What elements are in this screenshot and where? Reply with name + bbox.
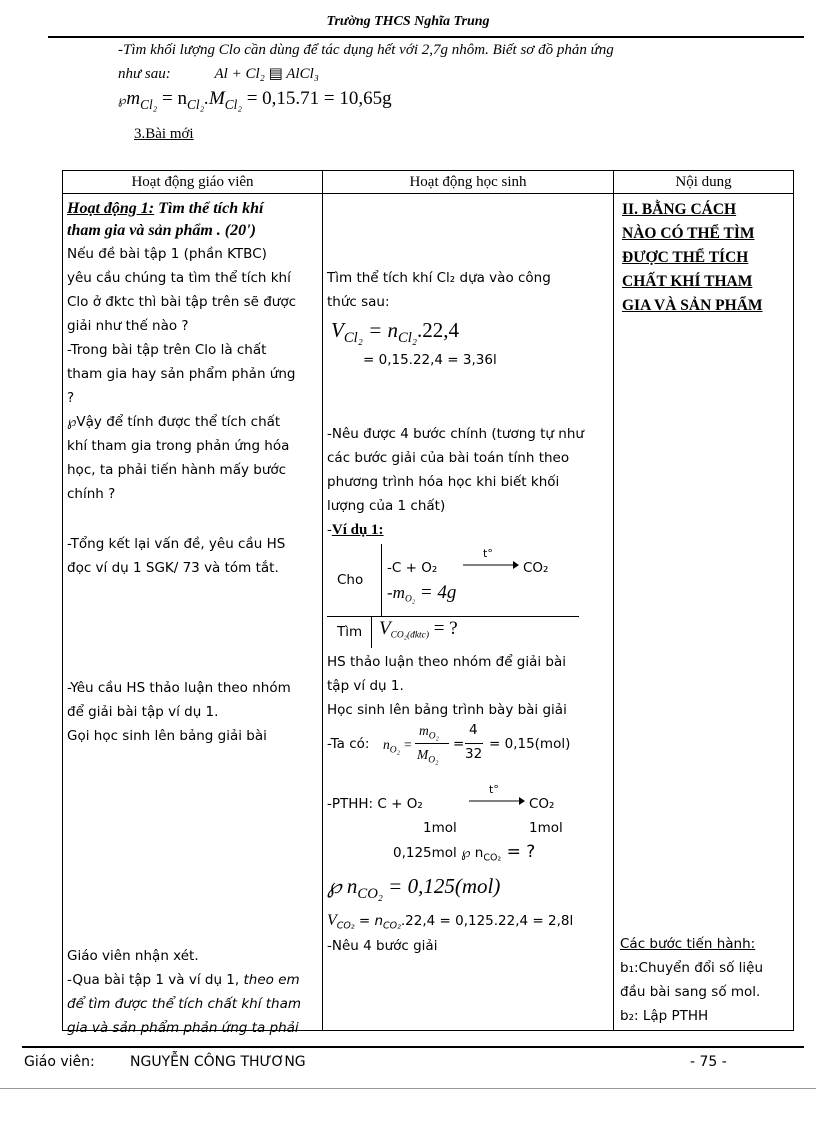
activity-title-1: Tìm thể tích khí bbox=[154, 200, 264, 217]
reaction-arrow bbox=[463, 560, 519, 570]
formula-part: = n bbox=[354, 913, 384, 929]
equals-sign: = bbox=[453, 736, 465, 752]
formula-part: M bbox=[417, 747, 429, 762]
teacher-text: khí tham gia trong phản ứng hóa bbox=[67, 438, 290, 454]
teacher-text: ? bbox=[67, 390, 75, 406]
formula-sub: CO₂ bbox=[336, 920, 355, 932]
teacher-remark: Giáo viên nhận xét. bbox=[67, 948, 199, 964]
student-text: tập ví dụ 1. bbox=[327, 678, 404, 694]
teacher-text: -Tổng kết lại vấn đề, yêu cầu HS bbox=[67, 536, 286, 552]
student-text: -Nêu 4 bước giải bbox=[327, 938, 438, 954]
taco-result: = 0,15(mol) bbox=[489, 736, 571, 752]
step-1-cont: đầu bài sang số mol. bbox=[620, 984, 761, 1000]
teacher-text: ℘Vậy để tính được thể tích chất bbox=[67, 414, 281, 430]
formula-sub: CO₂(đktc) bbox=[390, 630, 430, 641]
formula-sub: CO₂ bbox=[483, 852, 502, 864]
therefore-symbol: ℘ bbox=[118, 93, 127, 107]
teacher-text-part: -Qua bài tập 1 và ví dụ 1, bbox=[67, 972, 244, 988]
formula-part: V bbox=[327, 912, 337, 929]
pthh-product: CO₂ bbox=[529, 796, 555, 812]
formula-part: .M bbox=[204, 88, 225, 109]
teacher-text: học, ta phải tiến hành mấy bước bbox=[67, 462, 287, 478]
teacher-text bbox=[67, 970, 300, 991]
given-product: CO₂ bbox=[523, 560, 549, 576]
new-lesson-heading: 3.Bài mới bbox=[134, 126, 194, 142]
formula-part: = ? bbox=[501, 842, 536, 862]
header-teacher: Hoạt động giáo viên bbox=[63, 171, 323, 194]
student-formula-vcl2 bbox=[331, 316, 459, 352]
section-heading: ĐƯỢC THỂ TÍCH bbox=[622, 249, 749, 266]
intro-formula bbox=[118, 88, 392, 113]
footer-label: Giáo viên: bbox=[24, 1054, 95, 1070]
fraction-denominator-2: 32 bbox=[465, 746, 483, 762]
teacher-text-italic: để tìm được thể tích chất khí tham bbox=[67, 996, 302, 1012]
teacher-text: yêu cầu chúng ta tìm thể tích khí bbox=[67, 270, 291, 286]
steps-title: Các bước tiến hành: bbox=[620, 936, 756, 952]
formula-part: m bbox=[419, 723, 429, 738]
intro-line-2 bbox=[118, 64, 319, 83]
formula-sub: O₂ bbox=[404, 594, 416, 605]
formula-part: = n bbox=[157, 88, 188, 109]
formula-sub: Cl₂ bbox=[397, 330, 417, 347]
formula-m: m bbox=[126, 88, 141, 109]
formula-part: = n bbox=[362, 318, 398, 342]
teacher-name: NGUYỄN CÔNG THƯƠNG bbox=[130, 1054, 306, 1070]
result-n-co2 bbox=[327, 872, 500, 908]
teacher-text: Nếu đề bài tập 1 (phần KTBC) bbox=[67, 246, 267, 262]
activity-title bbox=[67, 198, 263, 220]
formula-sub: Cl₂ bbox=[224, 96, 242, 112]
teacher-text: để giải bài tập ví dụ 1. bbox=[67, 704, 219, 720]
formula-sub: CO₂ bbox=[383, 920, 401, 932]
teacher-text: tham gia hay sản phẩm phản ứng bbox=[67, 366, 296, 382]
activity-label: Hoạt động 1: bbox=[67, 200, 155, 217]
student-text: -Nêu được 4 bước chính (tương tự như bbox=[327, 426, 584, 442]
given-mass bbox=[387, 582, 456, 611]
student-text: Học sinh lên bảng trình bày bài giải bbox=[327, 702, 567, 718]
intro-label: như sau: bbox=[118, 66, 171, 82]
student-text: HS thảo luận theo nhóm để giải bài bbox=[327, 654, 567, 670]
header-rule bbox=[48, 36, 804, 38]
teacher-text: chính ? bbox=[67, 486, 116, 502]
school-header: Trường THCS Nghĩa Trung bbox=[326, 14, 490, 29]
formula-part: = 4g bbox=[415, 582, 457, 603]
teacher-text: giải như thế nào ? bbox=[67, 318, 189, 334]
teacher-text: đọc ví dụ 1 SGK/ 73 và tóm tắt. bbox=[67, 560, 279, 576]
given-separator bbox=[327, 616, 579, 617]
given-equation: -C + O₂ bbox=[387, 560, 438, 576]
formula-part: .22,4 bbox=[416, 318, 459, 342]
formula-part: = ? bbox=[429, 618, 458, 639]
student-text: phương trình hóa học khi biết khối bbox=[327, 474, 560, 490]
example-dash: - bbox=[327, 522, 332, 538]
formula-part: -m bbox=[387, 583, 405, 602]
formula-sub: O₂ bbox=[428, 755, 439, 766]
formula-part: 0,125mol ℘ n bbox=[393, 845, 484, 861]
example-heading bbox=[327, 520, 384, 541]
taco-label: -Ta có: bbox=[327, 736, 370, 752]
teacher-text: -Yêu cầu HS thảo luận theo nhóm bbox=[67, 680, 291, 696]
mol-0125 bbox=[393, 842, 535, 869]
lesson-table bbox=[62, 170, 794, 1036]
formula-part: n bbox=[383, 737, 390, 752]
intro-line-1: -Tìm khối lượng Clo cần dùng để tác dụng hết với 2,7g nhôm. Biết sơ đồ phản ứng bbox=[118, 42, 614, 58]
formula-sub: Cl₂ bbox=[343, 330, 363, 347]
formula-sub: Cl₂ bbox=[187, 96, 205, 112]
step-1: b₁:Chuyển đổi số liệu bbox=[620, 960, 764, 976]
section-heading: NÀO CÓ THỂ TÌM bbox=[622, 225, 755, 242]
taco-n: $n_{O_2}$ = bbox=[383, 737, 413, 756]
section-heading: GIA VÀ SẢN PHẨM bbox=[622, 297, 763, 314]
section-heading: II. BẰNG CÁCH bbox=[622, 201, 737, 218]
formula-sub: O₂ bbox=[428, 731, 439, 742]
find-expression bbox=[379, 618, 458, 647]
teacher-column bbox=[63, 194, 323, 1036]
given-divider bbox=[381, 544, 382, 616]
student-calc: = 0,15.22,4 = 3,36l bbox=[363, 352, 497, 368]
mol-2: 1mol bbox=[529, 820, 563, 836]
teacher-text-italic: gia và sản phẩm phản ứng ta phải bbox=[67, 1020, 299, 1036]
student-text: thức sau: bbox=[327, 294, 390, 310]
teacher-text: Gọi học sinh lên bảng giải bài bbox=[67, 728, 267, 744]
teacher-text: -Trong bài tập trên Clo là chất bbox=[67, 342, 267, 358]
footer-rule bbox=[22, 1046, 804, 1048]
reaction-arrow bbox=[469, 796, 525, 806]
header-student: Hoạt động học sinh bbox=[323, 171, 614, 194]
student-text: các bước giải của bài toán tính theo bbox=[327, 450, 570, 466]
student-text: Tìm thể tích khí Cl₂ dựa vào công bbox=[327, 270, 551, 286]
given-label: Cho bbox=[337, 572, 364, 588]
content-column bbox=[614, 194, 794, 1031]
formula-part: ℘ n bbox=[327, 874, 358, 898]
teacher-text-italic: theo em bbox=[243, 972, 300, 988]
step-2: b₂: Lập PTHH bbox=[620, 1008, 709, 1024]
arrow-label: t° bbox=[489, 783, 499, 796]
arrow-label: t° bbox=[483, 547, 493, 560]
formula-part: V bbox=[331, 318, 344, 342]
page-edge bbox=[0, 1088, 816, 1089]
fraction-denominator bbox=[417, 744, 438, 772]
formula-sub: O₂ bbox=[389, 745, 400, 756]
teacher-text: Clo ở đktc thì bài tập trên sẽ được bbox=[67, 294, 297, 310]
section-heading: CHẤT KHÍ THAM bbox=[622, 273, 753, 290]
header-content: Nội dung bbox=[614, 171, 794, 194]
formula-sub: Cl₂ bbox=[140, 96, 158, 112]
formula-sub: CO₂ bbox=[357, 886, 383, 903]
page-number: - 75 - bbox=[690, 1054, 727, 1070]
mol-1: 1mol bbox=[423, 820, 457, 836]
formula-result: = 0,15.71 = 10,65g bbox=[241, 88, 392, 109]
volume-co2 bbox=[327, 910, 573, 937]
student-column bbox=[323, 194, 614, 1031]
activity-title-2: tham gia và sản phẩm . (20') bbox=[67, 222, 256, 239]
find-divider bbox=[371, 616, 372, 648]
fraction-numerator-2: 4 bbox=[469, 722, 478, 738]
find-label: Tìm bbox=[337, 624, 363, 640]
student-text: lượng của 1 chất) bbox=[327, 498, 446, 514]
example-label: Ví dụ 1: bbox=[331, 522, 384, 538]
intro-equation: Al + Cl₂ ▤ AlCl₃ bbox=[214, 66, 319, 82]
formula-part: = 0,125(mol) bbox=[382, 874, 501, 898]
formula-part: .22,4 = 0,125.22,4 = 2,8l bbox=[400, 913, 574, 929]
formula-part: V bbox=[379, 618, 391, 639]
pthh-equation: -PTHH: C + O₂ bbox=[327, 796, 423, 812]
